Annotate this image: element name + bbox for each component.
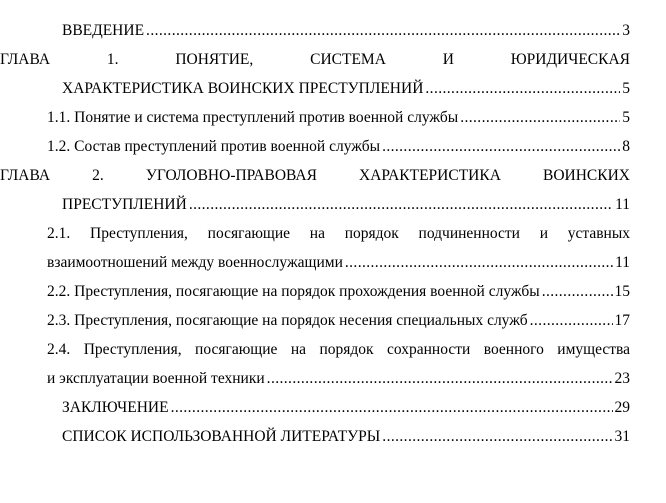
- toc-entry-title-line-2: и эксплуатации военной техники: [47, 370, 265, 387]
- dot-leader: [171, 393, 613, 422]
- toc-entry-section-1-1: [0, 103, 666, 132]
- dot-leader: [345, 248, 613, 277]
- dot-leader: [382, 132, 620, 161]
- toc-entry-conclusion: [0, 393, 666, 422]
- toc-entry-title: 1.2. Состав преступлений против военной службы: [47, 138, 381, 155]
- dot-leader: [425, 74, 620, 103]
- toc-entry-section-2-4: [0, 335, 666, 393]
- toc-entry-title-line-1: ГЛАВА 2. УГОЛОВНО-ПРАВОВАЯ ХАРАКТЕРИСТИКА ВОИНСКИХ: [0, 167, 630, 184]
- toc-entry-title: 2.2. Преступления, посягающие на порядок прохождения военной службы: [47, 283, 540, 300]
- toc-page-number: 17: [614, 312, 630, 329]
- toc-entry-chapter-1: [0, 45, 666, 103]
- toc-page-number: 8: [622, 138, 630, 155]
- toc-entry-title: ЗАКЛЮЧЕНИЕ: [62, 399, 169, 416]
- toc-page-number: 5: [622, 109, 630, 126]
- dot-leader: [530, 306, 613, 335]
- toc-entry-chapter-2: [0, 161, 666, 219]
- toc-entry-introduction: [0, 16, 666, 45]
- dot-leader: [146, 16, 620, 45]
- toc-entry-title-line-2: взаимоотношений между военнослужащими: [47, 254, 343, 271]
- toc-page-number: 11: [615, 254, 630, 271]
- dot-leader: [382, 422, 612, 451]
- dot-leader: [267, 364, 613, 393]
- toc-page-number: 15: [614, 283, 630, 300]
- dot-leader: [189, 190, 613, 219]
- dot-leader: [542, 277, 613, 306]
- toc-entry-section-2-2: [0, 277, 666, 306]
- toc-entry-title: ВВЕДЕНИЕ: [62, 22, 145, 39]
- toc-entry-title: 2.3. Преступления, посягающие на порядок несения специальных служб: [47, 312, 528, 329]
- toc-entry-title-line-2: ПРЕСТУПЛЕНИЙ: [62, 196, 187, 213]
- toc-entry-section-2-1: [0, 219, 666, 277]
- toc-entry-title-line-1: 2.4. Преступления, посягающие на порядок сохранности военного имущества: [47, 341, 630, 358]
- toc-page-number: 29: [614, 399, 630, 416]
- toc-page-number: 3: [622, 22, 630, 39]
- toc-entry-title: СПИСОК ИСПОЛЬЗОВАННОЙ ЛИТЕРАТУРЫ: [62, 428, 381, 445]
- toc-entry-title: 1.1. Понятие и система преступлений против военной службы: [47, 109, 459, 126]
- toc-page-number: 23: [614, 370, 630, 387]
- toc-entry-section-1-2: [0, 132, 666, 161]
- toc-entry-title-line-1: ГЛАВА 1. ПОНЯТИЕ, СИСТЕМА И ЮРИДИЧЕСКАЯ: [0, 51, 630, 68]
- dot-leader: [460, 103, 620, 132]
- toc-page-number: 31: [614, 428, 630, 445]
- toc-page-number: 11: [615, 196, 630, 213]
- toc-entry-title-line-1: 2.1. Преступления, посягающие на порядок подчиненности и уставных: [47, 225, 630, 242]
- table-of-contents: [0, 16, 666, 451]
- toc-entry-section-2-3: [0, 306, 666, 335]
- toc-entry-bibliography: [0, 422, 666, 451]
- toc-entry-title-line-2: ХАРАКТЕРИСТИКА ВОИНСКИХ ПРЕСТУПЛЕНИЙ: [62, 80, 424, 97]
- toc-page-number: 5: [622, 80, 630, 97]
